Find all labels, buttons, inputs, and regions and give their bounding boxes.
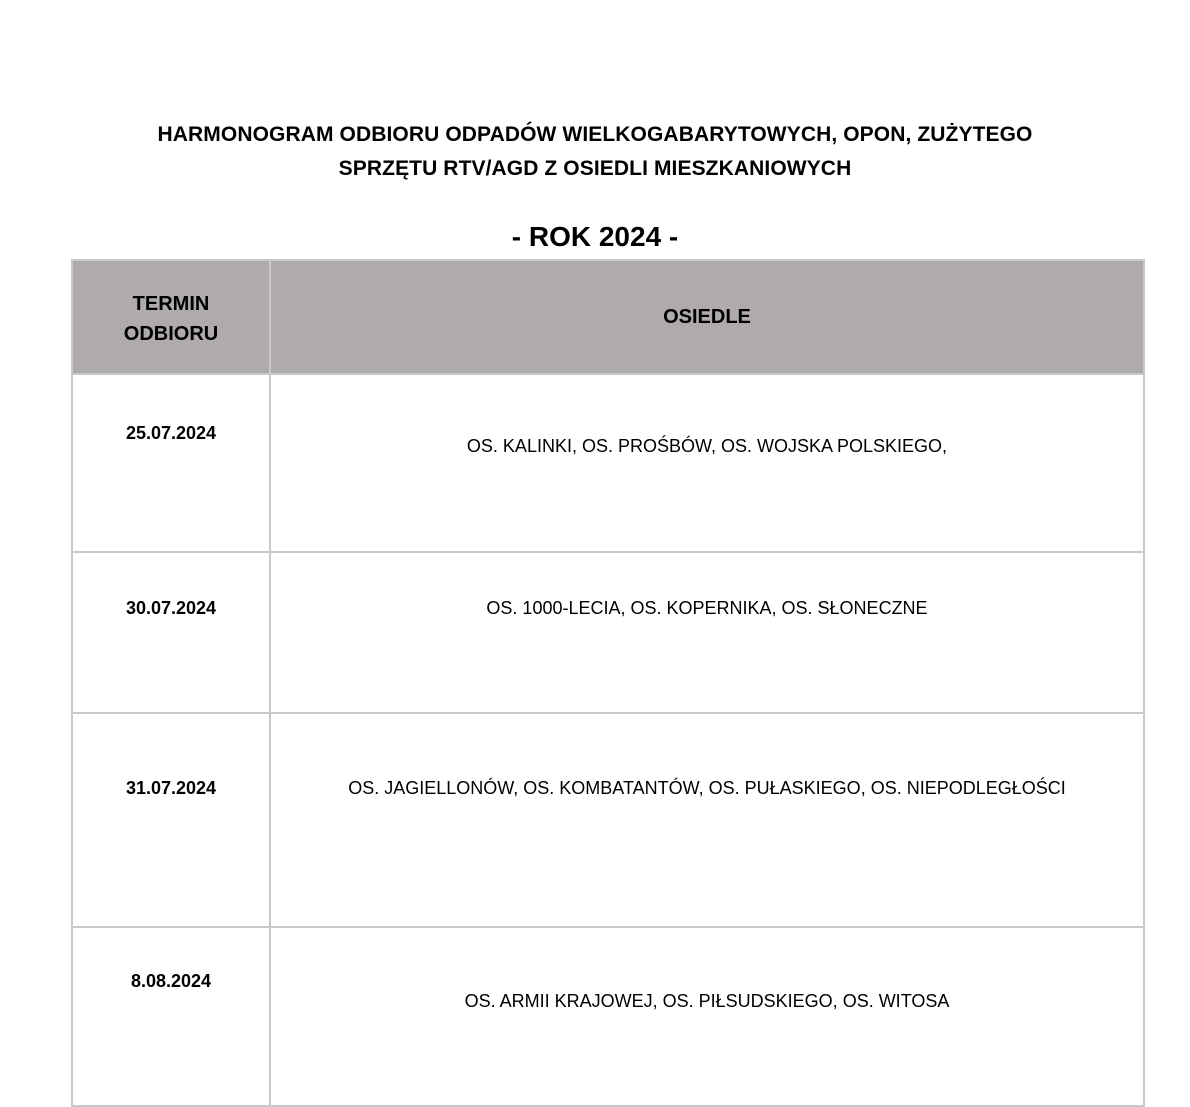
table-row (72, 374, 1144, 552)
pickup-date-cell: 31.07.2024 (72, 713, 270, 927)
estates-cell: OS. 1000-LECIA, OS. KOPERNIKA, OS. SŁONECZNE (270, 552, 1144, 713)
table-row (72, 552, 1144, 713)
pickup-date-cell: 8.08.2024 (72, 927, 270, 1106)
column-header-term (72, 260, 270, 374)
estates-cell: OS. KALINKI, OS. PROŚBÓW, OS. WOJSKA POLSKIEGO, (270, 374, 1144, 552)
document-title (0, 118, 1190, 186)
year-heading: - ROK 2024 - (511, 221, 679, 252)
collection-schedule-table (71, 259, 1145, 1107)
document-title-line-1: HARMONOGRAM ODBIORU ODPADÓW WIELKOGABARYTOWYCH, OPON, ZUŻYTEGO (157, 123, 1033, 146)
estates-cell: OS. JAGIELLONÓW, OS. KOMBATANTÓW, OS. PUŁASKIEGO, OS. NIEPODLEGŁOŚCI (270, 713, 1144, 927)
table-header (72, 260, 1144, 374)
document-title-line-2: SPRZĘTU RTV/AGD Z OSIEDLI MIESZKANIOWYCH (338, 157, 852, 180)
column-header-estate: OSIEDLE (270, 260, 1144, 374)
table-row (72, 713, 1144, 927)
table-body (72, 374, 1144, 1106)
column-header-term-line-2: ODBIORU (123, 323, 219, 345)
pickup-date-cell: 30.07.2024 (72, 552, 270, 713)
table-row (72, 927, 1144, 1106)
pickup-date-cell: 25.07.2024 (72, 374, 270, 552)
estates-cell: OS. ARMII KRAJOWEJ, OS. PIŁSUDSKIEGO, OS. WITOSA (270, 927, 1144, 1106)
header-row (72, 260, 1144, 374)
column-header-term-line-1: TERMIN (132, 293, 210, 315)
